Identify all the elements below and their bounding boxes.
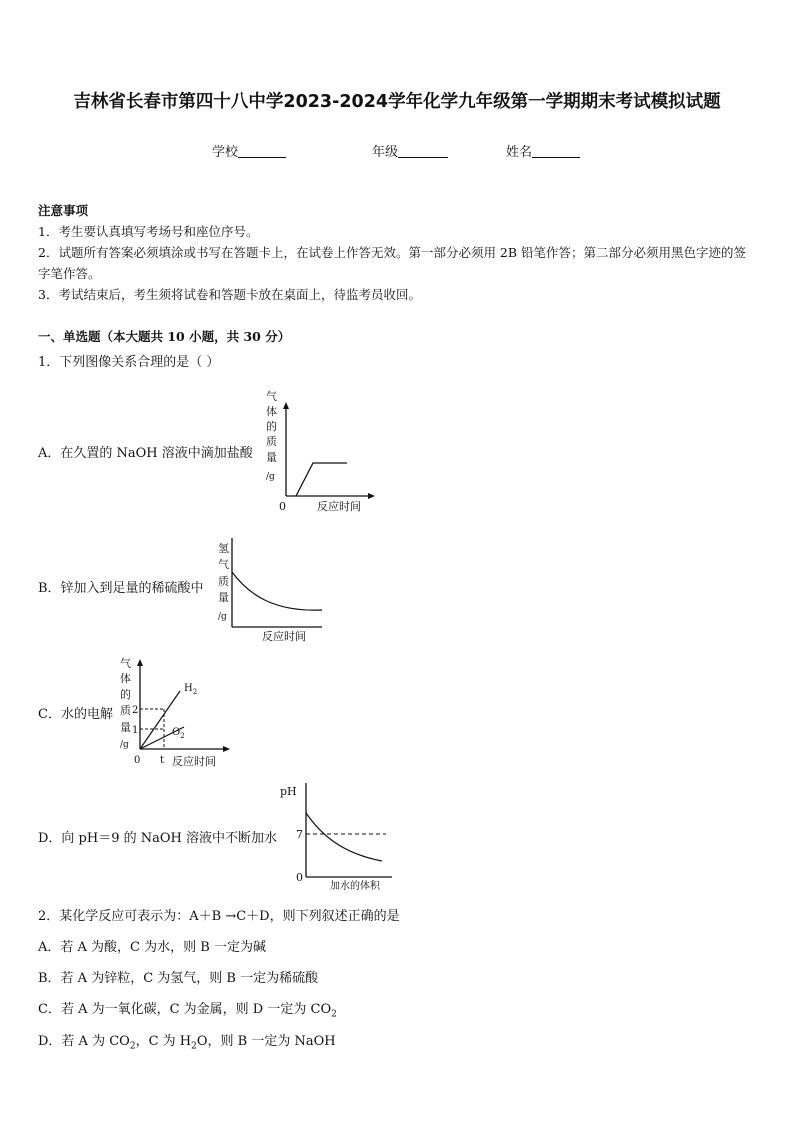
graph-c-ylabel-6: /g <box>120 740 129 750</box>
graph-d-tick-7: 7 <box>296 828 303 841</box>
name-field <box>506 141 580 160</box>
graph-c-h2-label: $H_2$ <box>184 683 198 696</box>
graph-b-ylabel-3: 质 <box>218 575 229 588</box>
graph-c-ylabel-4: 质 <box>120 704 131 717</box>
graph-d-origin: 0 <box>296 871 303 884</box>
grade-label: 年级 <box>372 145 399 160</box>
section-heading: 一、单选题（本大题共 10 小题，共 30 分） <box>38 329 291 344</box>
school-field <box>212 141 286 160</box>
graph-c-ylabel-2: 体 <box>120 672 131 685</box>
graph-a-xlabel: 反应时间 <box>317 500 361 513</box>
school-blank[interactable] <box>238 144 286 158</box>
q2-option-b[interactable]: B．若 A 为锌粒，C 为氢气，则 B 一定为稀硫酸 <box>38 971 319 986</box>
q2-option-c[interactable]: C．若 A 为一氧化碳，C 为金属，则 D 一定为 $CO_2$ <box>38 1002 337 1020</box>
grade-field <box>372 141 448 160</box>
graph-c-xlabel: 反应时间 <box>172 755 216 768</box>
graph-a-origin: 0 <box>279 500 286 513</box>
graph-a-ylabel-2: 体 <box>266 405 277 418</box>
graph-a-ylabel-3: 的 <box>266 420 277 433</box>
q1-graph-b <box>214 530 334 645</box>
grade-blank[interactable] <box>398 144 448 158</box>
graph-b-ylabel-2: 气 <box>218 558 229 571</box>
q2-option-d[interactable]: D．若 A 为 $CO_2$，C 为 $H_2O$，则 B 一定为 NaOH <box>38 1034 336 1052</box>
graph-c-o2-label: $O_2$ <box>172 727 185 740</box>
notice-item-1: 1．考生要认真填写考场号和座位序号。 <box>38 224 259 239</box>
graph-a-ylabel-6: /g <box>266 472 275 482</box>
q2-option-a[interactable]: A．若 A 为酸，C 为水，则 B 一定为碱 <box>38 940 266 955</box>
graph-b-ylabel-4: 量 <box>218 591 229 604</box>
graph-c-t-label: t <box>160 755 165 766</box>
graph-d-ylabel: pH <box>280 785 297 798</box>
graph-d-xlabel: 加水的体积 <box>330 881 380 892</box>
graph-c-tick-1: 1 <box>132 725 139 736</box>
graph-a-ylabel-5: 量 <box>266 451 277 464</box>
graph-a-ylabel-4: 质 <box>266 435 277 448</box>
school-label: 学校 <box>212 145 239 160</box>
q1-graph-c <box>118 655 248 770</box>
name-blank[interactable] <box>532 144 580 158</box>
graph-b-ylabel-5: /g <box>218 612 227 622</box>
notice-item-3: 3．考试结束后，考生须将试卷和答题卡放在桌面上，待监考员收回。 <box>38 287 421 302</box>
q1-option-d[interactable]: D．向 pH＝9 的 NaOH 溶液中不断加水 <box>38 831 278 846</box>
graph-c-ylabel-5: 量 <box>120 721 131 734</box>
q1-graph-a <box>262 388 382 513</box>
graph-c-ylabel-1: 气 <box>120 657 131 670</box>
q1-graph-d <box>280 778 400 893</box>
notice-heading: 注意事项 <box>38 203 89 218</box>
name-label: 姓名 <box>506 145 533 160</box>
notice-item-2: 2．试题所有答案必须填涂或书写在答题卡上，在试卷上作答无效。第一部分必须用 2B 铅笔作答；第二部分必须用黑色字迹的签字笔作答。 <box>38 245 747 281</box>
graph-b-xlabel: 反应时间 <box>262 630 306 643</box>
graph-b-ylabel-1: 氢 <box>218 542 229 555</box>
graph-a-ylabel-1: 气 <box>266 390 277 403</box>
question-2-stem: 2．某化学反应可表示为：A＋B →C＋D，则下列叙述正确的是 <box>38 909 400 924</box>
graph-c-ylabel-3: 的 <box>120 688 131 701</box>
q1-option-b[interactable]: B．锌加入到足量的稀硫酸中 <box>38 581 204 596</box>
q1-option-c[interactable]: C．水的电解 <box>38 707 113 722</box>
graph-c-origin: 0 <box>134 755 141 766</box>
graph-c-tick-2: 2 <box>132 705 139 716</box>
q1-option-a[interactable]: A．在久置的 NaOH 溶液中滴加盐酸 <box>38 446 253 461</box>
question-1-stem: 1．下列图像关系合理的是（ ） <box>38 355 220 370</box>
page-title: 吉林省长春市第四十八中学2023-2024学年化学九年级第一学期期末考试模拟试题 <box>73 92 721 112</box>
